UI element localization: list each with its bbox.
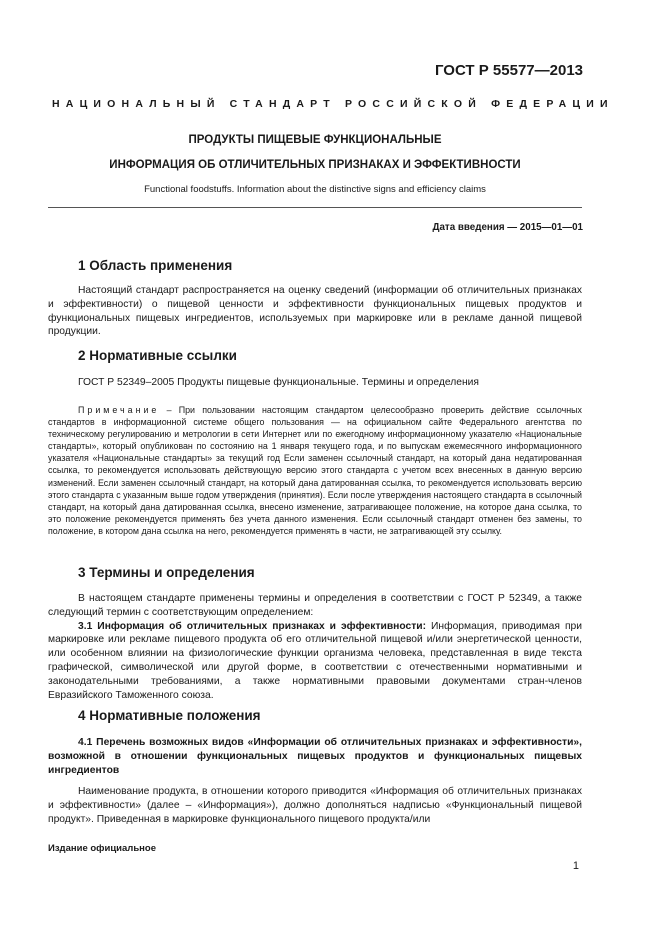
section2-reference: [48, 376, 582, 390]
edition-label: Издание официальное: [48, 843, 156, 854]
section3-body: [48, 592, 582, 702]
section1-paragraph: Настоящий стандарт распространяется на оценку сведений (информации об отличительных признаках и эффективности) о пищевой ценности и эффективности функциональных пищевых продуктов и функциональных пищевых ингредиентов, используемых при маркировке или в рекламе данной пищевой продукции.: [48, 285, 582, 338]
section4-subheading-block: [48, 736, 582, 777]
section2-heading: 2 Нормативные ссылки: [78, 348, 237, 363]
section3-heading: 3 Термины и определения: [78, 565, 255, 580]
page-number: 1: [572, 860, 579, 872]
document-title-line2: ИНФОРМАЦИЯ ОБ ОТЛИЧИТЕЛЬНЫХ ПРИЗНАКАХ И ЭФФЕКТИВНОСТИ: [109, 159, 521, 171]
term-label: 3.1 Информация об отличительных признаках и эффективности:: [78, 620, 427, 632]
section1-heading: 1 Область применения: [78, 258, 233, 273]
standard-code: ГОСТ Р 55577—2013: [434, 62, 583, 79]
term-text: Информация, приводимая при маркировке или рекламе пищевого продукта об его отличительной пищевой и/или энергетической ценности, или особенном влиянии на физиологические функции организма человека, представленная в виде текста графической, символической или другой форме, в соответствии с отечественными нормативными и законодательными требованиями, а также нормативными правовыми документами стран-членов Евразийского Таможенного союза.: [48, 620, 582, 701]
document-title-line1: ПРОДУКТЫ ПИЩЕВЫЕ ФУНКЦИОНАЛЬНЫЕ: [188, 134, 442, 146]
national-standard-banner: НАЦИОНАЛЬНЫЙ СТАНДАРТ РОССИЙСКОЙ ФЕДЕРАЦИИ: [52, 98, 614, 110]
section3-intro: В настоящем стандарте применены термины и определения в соответствии с ГОСТ Р 52349, а также следующий термин с соответствующим определением:: [48, 593, 582, 618]
english-title: Functional foodstuffs. Information about the distinctive signs and efficiency claims: [144, 184, 486, 195]
title-divider: [48, 207, 582, 208]
section4-heading: 4 Нормативные положения: [78, 708, 261, 723]
section2-note: [48, 404, 582, 537]
note-label: Примечание: [78, 405, 160, 415]
normative-reference: ГОСТ Р 52349–2005 Продукты пищевые функциональные. Термины и определения: [78, 377, 479, 388]
section4-paragraph: Наименование продукта, в отношении которого приводится «Информация об отличительных признаках и эффективности» (далее – «Информация»), должно дополняться надписью «Функциональный пищевой продукт». Приведенная в маркировке функционального пищевого продукта/или: [48, 786, 582, 825]
term-definition: [48, 620, 582, 703]
section1-body: [48, 284, 582, 339]
intro-date: Дата введения — 2015—01—01: [432, 222, 583, 233]
note-text: – При пользовании настоящим стандартом целесообразно проверить действие ссылочных стандартов в информационной системе общего пользования — на официальном сайте Федерального агентства по техническому регулированию и метрологии в сети Интернет или по ежегодному информационному указателю «Национальные стандарты», который опубликован по состоянию на 1 января текущего года, и по выпускам ежемесячного информационного указателя «Национальные стандарты» за текущий год Если заменен ссылочный стандарт, на который дана недатированная ссылка, то рекомендуется использовать действующую версию этого стандарта с учетом всех внесенных в данную версию изменений. Если заменен ссылочный стандарт, на который дана датированная ссылка, то рекомендуется использовать версию этого стандарта с указанным выше годом утверждения (принятия). Если после утверждения настоящего стандарта в ссылочный стандарт, на который дана датированная ссылка, внесено изменение, затрагивающее положение, на которое дана ссылка, то это положение рекомендуется применять без учета данного изменения. Если ссылочный стандарт отменен без замены, то положение, в котором дана ссылка на него, рекомендуется применять в части, не затрагивающей эту ссылку.: [48, 405, 582, 536]
section4-subheading: 4.1 Перечень возможных видов «Информации об отличительных признаках и эффективности», возможной в отношении функциональных пищевых продуктов и функциональных пищевых ингредиентов: [48, 737, 582, 776]
section4-body: [48, 785, 582, 826]
